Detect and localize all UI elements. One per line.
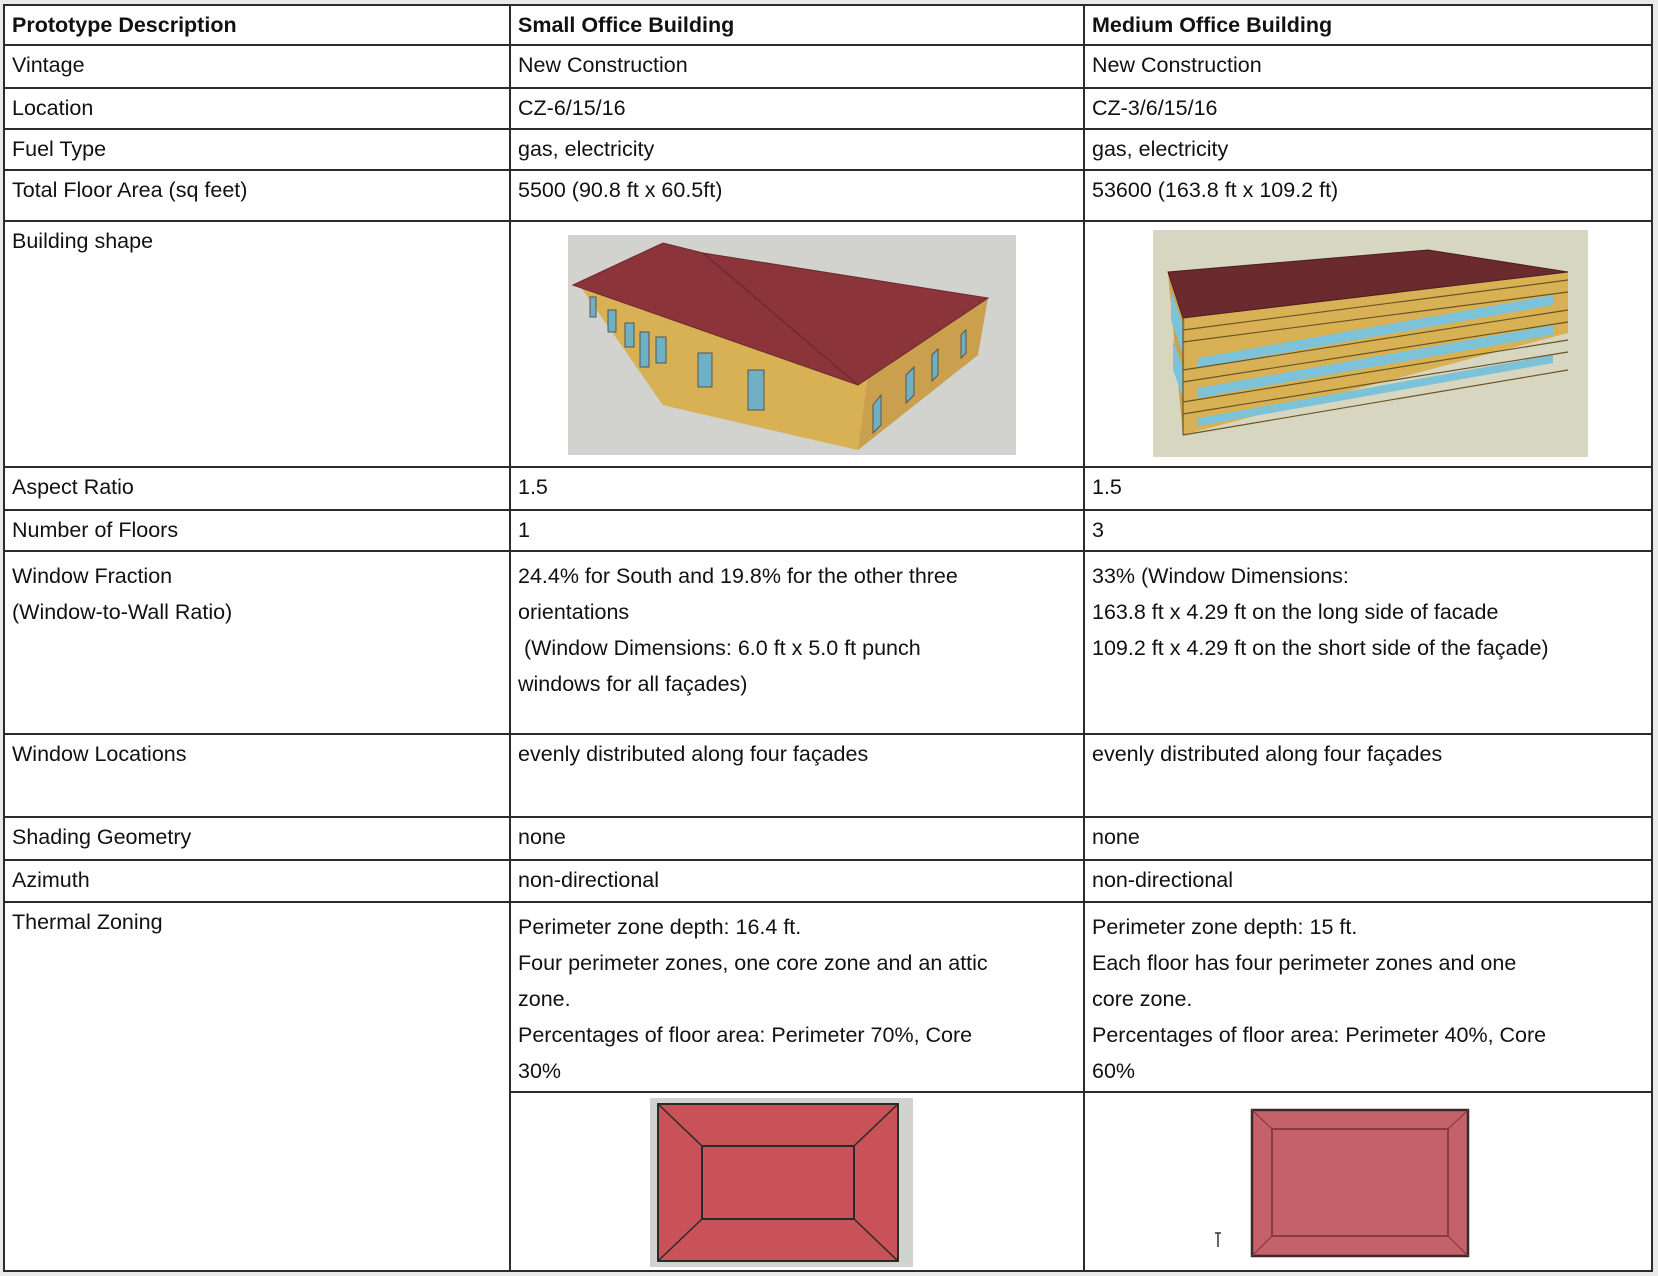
table-row (4, 551, 1652, 734)
table-row (4, 734, 1652, 817)
header-small-office: Small Office Building (510, 5, 1084, 45)
medium-office-building-image (1153, 230, 1588, 457)
small-value: none (510, 817, 1084, 860)
text-line: Perimeter zone depth: 15 ft. (1092, 915, 1358, 939)
text-line: Four perimeter zones, one core zone and an attic (518, 951, 988, 975)
medium-value: 1.5 (1084, 467, 1652, 510)
medium-value: CZ-3/6/15/16 (1084, 88, 1652, 129)
medium-value: none (1084, 817, 1652, 860)
row-label: Window Locations (4, 734, 510, 817)
label-line: Window Fraction (12, 564, 173, 588)
table-row (4, 45, 1652, 88)
medium-office-zoning-plan (1210, 1107, 1470, 1259)
row-label: Azimuth (4, 860, 510, 902)
row-label: Number of Floors (4, 510, 510, 551)
small-office-building-image (568, 235, 1016, 455)
text-line: Perimeter zone depth: 16.4 ft. (518, 915, 802, 939)
text-line: zone. (518, 987, 571, 1011)
table-row (4, 129, 1652, 170)
small-value: CZ-6/15/16 (510, 88, 1084, 129)
text-line: 30% (518, 1059, 562, 1083)
table-row (4, 860, 1652, 902)
small-value: evenly distributed along four façades (510, 734, 1084, 817)
text-line: 109.2 ft x 4.29 ft on the short side of the façade) (1092, 636, 1549, 660)
header-medium-office: Medium Office Building (1084, 5, 1652, 45)
header-prototype-description: Prototype Description (4, 5, 510, 45)
text-line: windows for all façades) (518, 672, 748, 696)
text-line: Each floor has four perimeter zones and one (1092, 951, 1517, 975)
medium-value: 3 (1084, 510, 1652, 551)
label-line: (Window-to-Wall Ratio) (12, 600, 233, 624)
medium-value (1084, 551, 1652, 734)
table-row (4, 467, 1652, 510)
small-value: non-directional (510, 860, 1084, 902)
row-label: Thermal Zoning (4, 902, 510, 1271)
row-label: Fuel Type (4, 129, 510, 170)
north-arrow-icon (1215, 1233, 1221, 1247)
text-line: Percentages of floor area: Perimeter 70%, Core (518, 1023, 973, 1047)
text-line: 33% (Window Dimensions: (1092, 564, 1349, 588)
text-line: 24.4% for South and 19.8% for the other three (518, 564, 958, 588)
small-value (510, 551, 1084, 734)
row-label: Vintage (4, 45, 510, 88)
text-line: (Window Dimensions: 6.0 ft x 5.0 ft punch (518, 636, 921, 660)
row-label: Building shape (4, 221, 510, 467)
row-label: Location (4, 88, 510, 129)
medium-value (1084, 902, 1652, 1092)
table-row (4, 817, 1652, 860)
small-value: gas, electricity (510, 129, 1084, 170)
text-line: core zone. (1092, 987, 1193, 1011)
text-line: 163.8 ft x 4.29 ft on the long side of facade (1092, 600, 1499, 624)
medium-value: gas, electricity (1084, 129, 1652, 170)
medium-value: New Construction (1084, 45, 1652, 88)
text-line: 60% (1092, 1059, 1136, 1083)
small-value (510, 902, 1084, 1092)
text-line: orientations (518, 600, 630, 624)
medium-value: evenly distributed along four façades (1084, 734, 1652, 817)
row-label: Total Floor Area (sq feet) (4, 170, 510, 221)
row-label: Aspect Ratio (4, 467, 510, 510)
medium-value: 53600 (163.8 ft x 109.2 ft) (1084, 170, 1652, 221)
small-office-zoning-plan (650, 1098, 913, 1267)
prototype-table (3, 4, 1653, 1272)
small-value: 5500 (90.8 ft x 60.5ft) (510, 170, 1084, 221)
small-value: 1.5 (510, 467, 1084, 510)
small-value: New Construction (510, 45, 1084, 88)
row-label: Shading Geometry (4, 817, 510, 860)
small-value: 1 (510, 510, 1084, 551)
table-row (4, 88, 1652, 129)
text-line: Percentages of floor area: Perimeter 40%, Core (1092, 1023, 1547, 1047)
table-header-row (4, 5, 1652, 45)
table-row (4, 510, 1652, 551)
table-row (4, 902, 1652, 1092)
medium-value: non-directional (1084, 860, 1652, 902)
row-label (4, 551, 510, 734)
table-row (4, 170, 1652, 221)
